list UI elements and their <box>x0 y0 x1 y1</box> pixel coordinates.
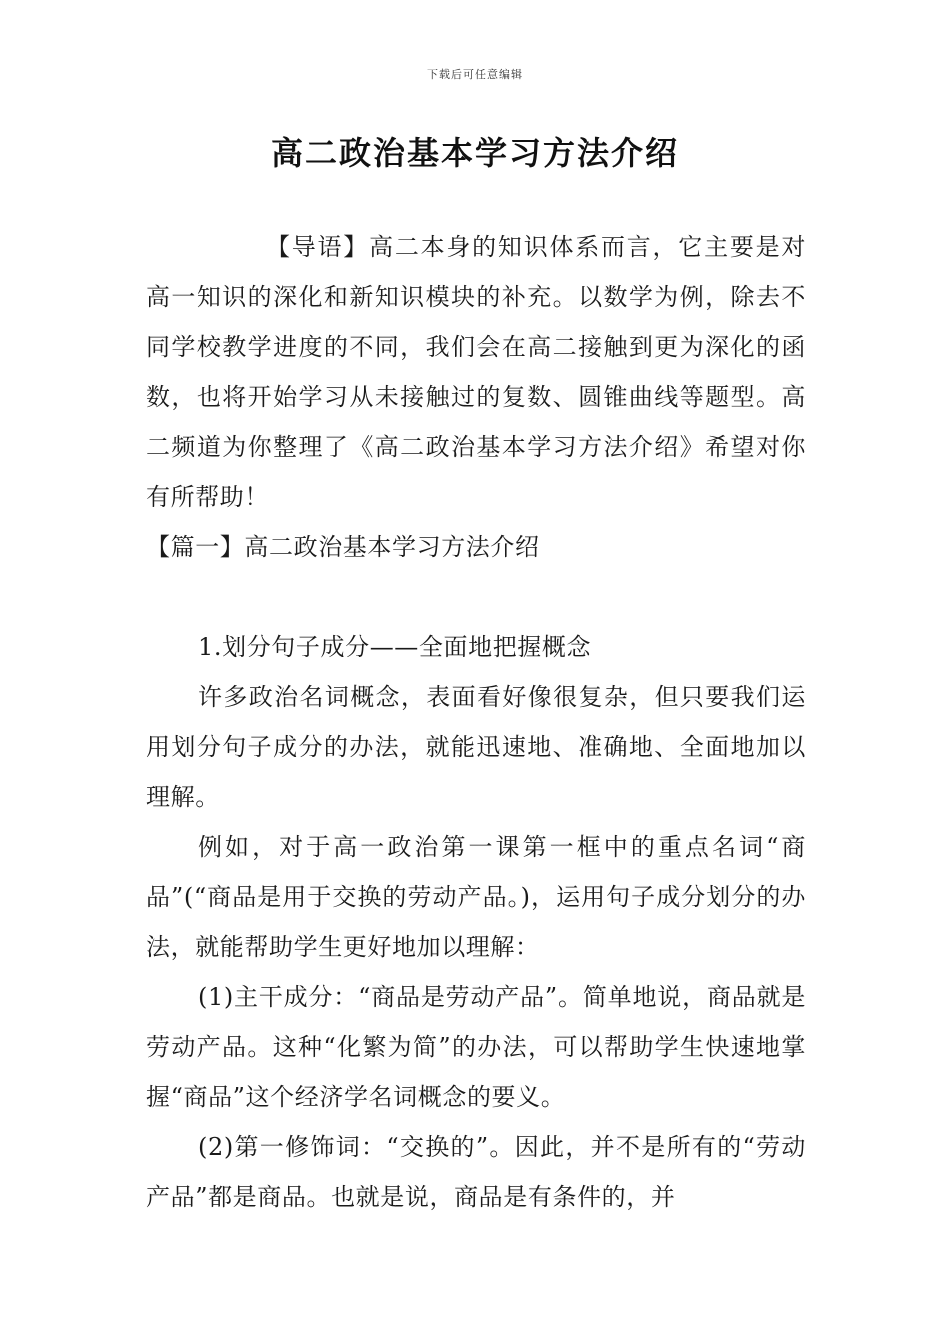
body-paragraph: (1)主干成分：“商品是劳动产品”。简单地说，商品就是劳动产品。这种“化繁为简”的办法，可以帮助学生快速地掌握“商品”这个经济学名词概念的要义。 <box>146 983 806 1111</box>
section-heading: 【篇一】高二政治基本学习方法介绍 <box>146 533 540 561</box>
section-body <box>146 622 806 1222</box>
intro-block <box>146 222 806 572</box>
intro-paragraph: 【导语】高二本身的知识体系而言，它主要是对高一知识的深化和新知识模块的补充。以数学为例，除去不同学校教学进度的不同，我们会在高二接触到更为深化的函数，也将开始学习从未接触过的复数、圆锥曲线等题型。高二频道为你整理了《高二政治基本学习方法介绍》希望对你有所帮助！ <box>146 233 806 511</box>
body-paragraph: 例如，对于高一政治第一课第一框中的重点名词“商品”(“商品是用于交换的劳动产品。)，运用句子成分划分的办法，就能帮助学生更好地加以理解： <box>146 833 806 961</box>
document-title: 高二政治基本学习方法介绍 <box>270 134 679 172</box>
subheading-1: 1.划分句子成分——全面地把握概念 <box>198 633 592 661</box>
body-paragraph: 许多政治名词概念，表面看好像很复杂，但只要我们运用划分句子成分的办法，就能迅速地、准确地、全面地加以理解。 <box>146 683 806 811</box>
header-note: 下载后可任意编辑 <box>427 68 523 81</box>
body-paragraph: (2)第一修饰词：“交换的”。因此，并不是所有的“劳动产品”都是商品。也就是说，商品是有条件的，并 <box>146 1133 806 1211</box>
